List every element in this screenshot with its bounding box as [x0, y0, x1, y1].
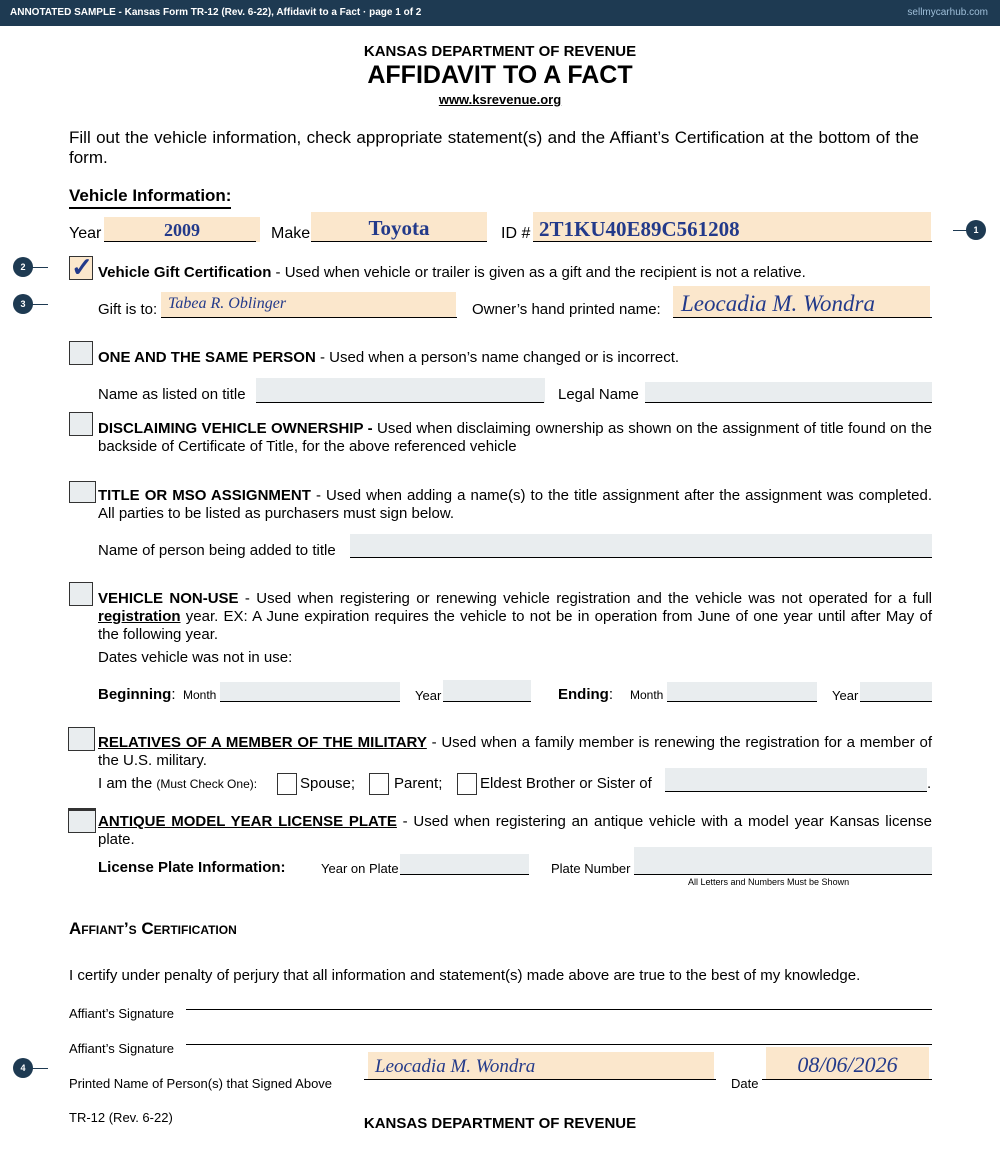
military-title: RELATIVES OF A MEMBER OF THE MILITARY [98, 734, 427, 751]
nonuse-desc1: - Used when registering or renewing vehicle registration and the vehicle was not operated for a full [238, 590, 932, 607]
antique-title: ANTIQUE MODEL YEAR LICENSE PLATE [98, 813, 397, 830]
antique-desc: - Used when registering an antique vehicle with a model year Kansas license plate. [98, 813, 932, 848]
legal-name-label: Legal Name [558, 386, 639, 403]
disclaim-checkbox[interactable] [69, 412, 93, 436]
gift-to-value[interactable]: Tabea R. Oblinger [168, 295, 287, 312]
year-on-plate-line [400, 874, 529, 875]
agency-url[interactable]: www.ksrevenue.org [438, 92, 562, 107]
cert-statement: I certify under penalty of perjury that all information and statement(s) made above are true to the best of my knowledge. [69, 967, 861, 984]
marker-1: 1 [966, 220, 986, 240]
year-value[interactable]: 2009 [164, 220, 200, 240]
title-name-field[interactable] [256, 378, 545, 403]
disclaim-title: DISCLAIMING VEHICLE OWNERSHIP - [98, 420, 373, 437]
cert-heading: Affiant’s Certification [69, 919, 237, 938]
end-month-label: Month [630, 688, 664, 702]
make-label: Make [271, 225, 311, 242]
plate-number-field[interactable] [634, 847, 932, 875]
sample-banner [0, 0, 1000, 26]
title-mso-checkbox[interactable] [69, 481, 96, 503]
same-person-checkbox[interactable] [69, 341, 93, 365]
iam-text: I am the [98, 775, 153, 792]
gift-section-text [98, 264, 806, 281]
sig1-line[interactable] [186, 1009, 932, 1010]
added-name-field[interactable] [350, 534, 932, 558]
form-title: AFFIDAVIT TO A FACT [367, 61, 633, 89]
ending-colon: : [608, 686, 613, 703]
vehicle-heading: Vehicle Information: [69, 186, 231, 209]
gift-to-line [161, 317, 457, 318]
iam-label [98, 775, 257, 792]
beginning-word: Beginning [98, 686, 172, 703]
legal-name-line [645, 402, 932, 403]
printed-name-label: Printed Name of Person(s) that Signed Above [69, 1076, 333, 1091]
antique-text [98, 813, 932, 849]
sig2-label: Affiant’s Signature [69, 1041, 175, 1056]
begin-year-line [443, 701, 531, 702]
id-value[interactable]: 2T1KU40E89C561208 [539, 217, 740, 241]
sibling-checkbox[interactable] [457, 773, 477, 795]
check-mark-icon: ✓ [71, 252, 93, 282]
ending-label [558, 686, 613, 703]
legal-name-field[interactable] [645, 382, 932, 403]
nonuse-text [98, 590, 932, 644]
plate-note: All Letters and Numbers Must be Shown [688, 877, 850, 887]
added-name-label: Name of person being added to title [98, 542, 336, 559]
begin-year-field[interactable] [443, 680, 531, 702]
owner-value[interactable]: Leocadia M. Wondra [681, 291, 876, 316]
banner-site[interactable]: sellmycarhub.com [907, 7, 988, 18]
military-member-field[interactable] [665, 768, 927, 792]
owner-label: Owner’s hand printed name: [472, 301, 661, 318]
military-text [98, 734, 932, 770]
parent-checkbox[interactable] [369, 773, 389, 795]
same-person-text [98, 349, 679, 366]
end-year-label: Year [832, 688, 859, 703]
title-name-line [256, 402, 544, 403]
plate-number-label: Plate Number [551, 861, 631, 876]
military-period: . [927, 775, 932, 792]
title-mso-desc: - Used when adding a name(s) to the title assignment after the assignment was completed. All parties to be listed as purchasers must sign below. [98, 487, 932, 522]
nonuse-reg: registration [98, 608, 181, 625]
year-line [104, 241, 256, 242]
end-month-field[interactable] [667, 682, 817, 702]
printed-name-line [364, 1079, 716, 1080]
sibling-label: Eldest Brother or Sister of [480, 775, 652, 792]
sig2-line[interactable] [186, 1044, 932, 1045]
footer-agency: KANSAS DEPARTMENT OF REVENUE [363, 1115, 637, 1132]
printed-name-value[interactable]: Leocadia M. Wondra [375, 1056, 536, 1077]
banner-title: ANNOTATED SAMPLE - Kansas Form TR-12 (Rev. 6-22), Affidavit to a Fact · page 1 of 2 [10, 7, 422, 18]
year-label: Year [69, 225, 102, 242]
date-line [762, 1079, 932, 1080]
same-person-desc: - Used when a person’s name changed or is incorrect. [315, 349, 680, 366]
nonuse-desc2: year. EX: A June expiration requires the vehicle to not be in operation from June of one year until after May of the following year. [98, 608, 932, 643]
marker-2-line [32, 267, 48, 268]
begin-year-label: Year [415, 688, 442, 703]
added-name-line [350, 557, 932, 558]
begin-month-line [220, 701, 400, 702]
end-month-line [667, 701, 817, 702]
antique-checkbox[interactable] [68, 808, 96, 833]
end-year-line [860, 701, 932, 702]
end-year-field[interactable] [860, 682, 932, 702]
marker-4: 4 [13, 1058, 33, 1078]
date-value[interactable]: 08/06/2026 [797, 1052, 898, 1077]
id-label: ID # [501, 225, 531, 242]
gift-title: Vehicle Gift Certification [98, 264, 272, 281]
military-checkbox[interactable] [68, 727, 95, 751]
year-on-plate-label: Year on Plate [321, 861, 399, 876]
dates-label: Dates vehicle was not in use: [98, 649, 293, 666]
plate-number-line [634, 874, 932, 875]
same-person-title: ONE AND THE SAME PERSON [98, 349, 316, 366]
marker-3-line [32, 304, 48, 305]
title-mso-title: TITLE OR MSO ASSIGNMENT [98, 487, 311, 504]
disclaim-text [98, 420, 932, 456]
military-member-line [665, 791, 927, 792]
agency-header: KANSAS DEPARTMENT OF REVENUE [363, 43, 637, 60]
title-name-label: Name as listed on title [98, 386, 246, 403]
gift-to-label: Gift is to: [98, 301, 158, 318]
ending-word: Ending [558, 686, 609, 703]
parent-label: Parent; [394, 775, 443, 792]
military-desc: - Used when a family member is renewing the registration for a member of the U.S. military. [98, 734, 932, 769]
make-line [311, 241, 487, 242]
title-mso-text [98, 487, 932, 523]
must-check-text: (Must Check One): [156, 777, 258, 791]
sig1-label: Affiant’s Signature [69, 1006, 175, 1021]
year-on-plate-field[interactable] [400, 854, 529, 875]
begin-month-label: Month [183, 688, 217, 702]
owner-line [673, 317, 932, 318]
spouse-label: Spouse; [300, 775, 356, 792]
disclaim-desc: Used when disclaiming ownership as shown on the assignment of title found on the backside of Certificate of Title, for the above referenced vehicle [98, 420, 932, 455]
marker-4-line [32, 1068, 48, 1069]
nonuse-title: VEHICLE NON-USE [98, 590, 239, 607]
gift-desc: - Used when vehicle or trailer is given as a gift and the recipient is not a relative. [271, 264, 806, 281]
instructions: Fill out the vehicle information, check appropriate statement(s) and the Affiant’s Certification at the bottom of the form. [69, 128, 919, 167]
nonuse-checkbox[interactable] [69, 582, 93, 606]
begin-month-field[interactable] [220, 682, 400, 702]
make-value[interactable]: Toyota [368, 216, 430, 240]
beginning-colon: : [171, 686, 176, 703]
marker-2: 2 [13, 257, 33, 277]
form-number: TR-12 (Rev. 6-22) [69, 1110, 173, 1125]
plate-info-label: License Plate Information: [98, 859, 286, 876]
marker-3: 3 [13, 294, 33, 314]
date-label: Date [731, 1076, 759, 1091]
spouse-checkbox[interactable] [277, 773, 297, 795]
beginning-label [98, 686, 176, 703]
